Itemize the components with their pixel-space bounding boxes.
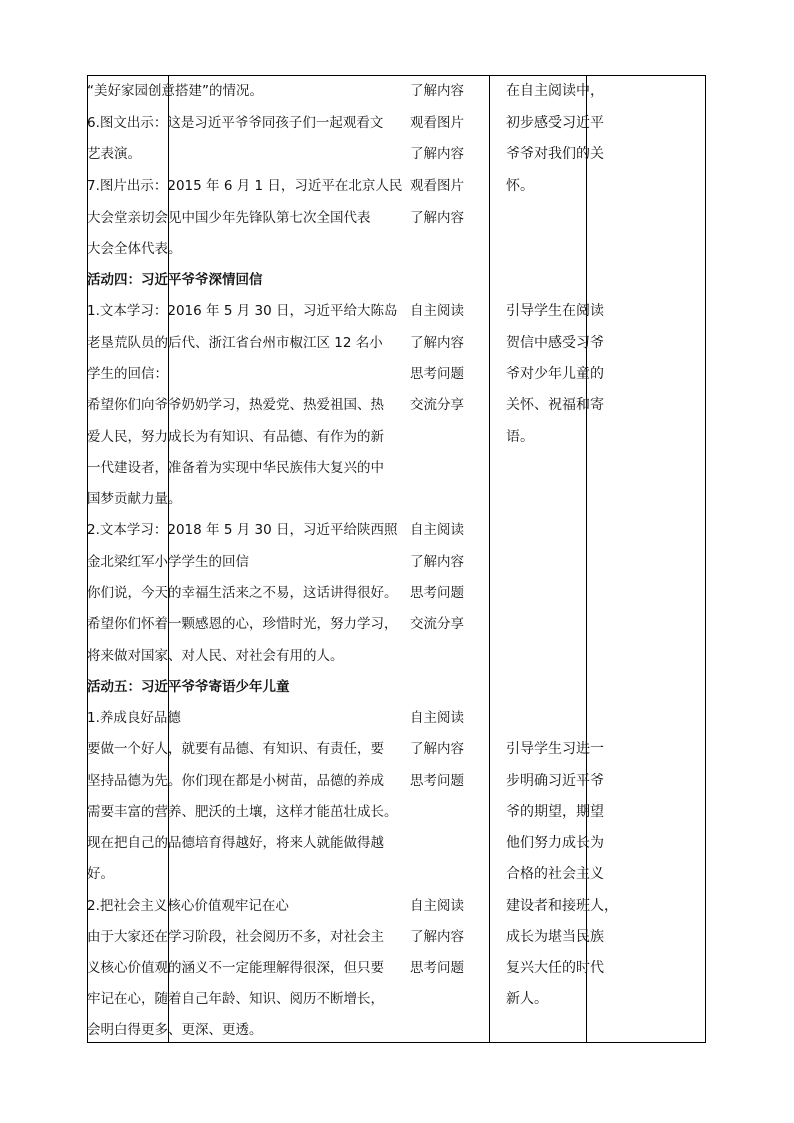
content-line: 学生的回信： (87, 366, 168, 382)
content-line: 将来做对国家、对人民、对社会有用的人。 (87, 648, 344, 664)
content-line: 1.养成良好品德 (87, 710, 181, 726)
content-line: 希望你们怀着一颗感恩的心，珍惜时光，努力学习， (87, 616, 398, 632)
intent-line: 引导学生习进一 (506, 741, 604, 757)
intent-line: 建设者和接班人， (506, 898, 618, 914)
intent-line: 贺信中感受习爷 (506, 335, 604, 351)
content-line: 1.文本学习：2016 年 5 月 30 日，习近平给大陈岛 (87, 303, 398, 319)
activity-line: 思考问题 (410, 960, 464, 976)
content-line: 7.图片出示：2015 年 6 月 1 日，习近平在北京人民 (87, 178, 403, 194)
intent-line: 复兴大任的时代 (506, 960, 604, 976)
content-line: 牢记在心，随着自己年龄、知识、阅历不断增长， (87, 991, 384, 1007)
activity-line: 了解内容 (410, 335, 464, 351)
activity-line: 思考问题 (410, 585, 464, 601)
activity-line: 观看图片 (410, 178, 464, 194)
content-line: 好。 (87, 866, 114, 882)
content-line: 大会堂亲切会见中国少年先锋队第七次全国代表 (87, 210, 371, 226)
content-line: 要做一个好人，就要有品德、有知识、有责任，要 (87, 741, 384, 757)
intent-line: 成长为堪当民族 (506, 929, 604, 945)
content-line: 坚持品德为先。你们现在都是小树苗，品德的养成 (87, 773, 384, 789)
content-line: 2.文本学习：2018 年 5 月 30 日，习近平给陕西照 (87, 522, 398, 538)
content-line: 义核心价值观的涵义不一定能理解得很深，但只要 (87, 960, 384, 976)
intent-line: 爷的期望，期望 (506, 804, 604, 820)
intent-line: 关怀、祝福和寄 (506, 397, 604, 413)
content-line: 一代建设者，准备着为实现中华民族伟大复兴的中 (87, 460, 384, 476)
intent-line: 新人。 (506, 991, 548, 1007)
intent-line: 语。 (506, 429, 534, 445)
content-line: 金北梁红军小学学生的回信 (87, 554, 249, 570)
intent-line: 引导学生在阅读 (506, 303, 604, 319)
intent-line: 怀。 (506, 178, 534, 194)
intent-line: 在自主阅读中， (506, 83, 604, 99)
activity-line: 自主阅读 (410, 898, 464, 914)
intent-line: 爷爷对我们的关 (506, 146, 604, 162)
activity-line: 交流分享 (410, 616, 464, 632)
activity-line: 自主阅读 (410, 522, 464, 538)
content-line: 希望你们向爷爷奶奶学习，热爱党、热爱祖国、热 (87, 397, 384, 413)
activity-line: 了解内容 (410, 741, 464, 757)
content-line: 爱人民，努力成长为有知识、有品德、有作为的新 (87, 429, 384, 445)
content-line: 艺表演。 (87, 146, 141, 162)
activity-line: 了解内容 (410, 83, 464, 99)
content-line: 老垦荒队员的后代、浙江省台州市椒江区 12 名小 (87, 335, 383, 351)
content-line: 国梦贡献力量。 (87, 491, 182, 507)
column-divider-2 (489, 76, 490, 1042)
activity-heading: 活动四：习近平爷爷深情回信 (87, 272, 263, 288)
activity-line: 自主阅读 (410, 710, 464, 726)
activity-line: 思考问题 (410, 773, 464, 789)
content-line: 大会全体代表。 (87, 241, 182, 257)
intent-line: 爷对少年儿童的 (506, 366, 604, 382)
content-line: 由于大家还在学习阶段，社会阅历不多，对社会主 (87, 929, 384, 945)
activity-line: 了解内容 (410, 554, 464, 570)
intent-line: 步明确习近平爷 (506, 773, 604, 789)
activity-line: 观看图片 (410, 115, 464, 131)
activity-line: 自主阅读 (410, 303, 464, 319)
content-line: 需要丰富的营养、肥沃的土壤，这样才能茁壮成长。 (87, 804, 398, 820)
activity-line: 思考问题 (410, 366, 464, 382)
activity-heading: 活动五：习近平爷爷寄语少年儿童 (87, 679, 290, 695)
content-line: 你们说，今天的幸福生活来之不易，这话讲得很好。 (87, 585, 398, 601)
content-line: “美好家园创意搭建”的情况。 (87, 83, 263, 99)
content-line: 2.把社会主义核心价值观牢记在心 (87, 898, 289, 914)
activity-line: 了解内容 (410, 210, 464, 226)
intent-line: 初步感受习近平 (506, 115, 604, 131)
content-line: 会明白得更多、更深、更透。 (87, 1022, 263, 1038)
content-line: 现在把自己的品德培育得越好，将来人就能做得越 (87, 835, 384, 851)
activity-line: 交流分享 (410, 397, 464, 413)
activity-line: 了解内容 (410, 146, 464, 162)
intent-line: 他们努力成长为 (506, 835, 604, 851)
activity-line: 了解内容 (410, 929, 464, 945)
content-line: 6.图文出示：这是习近平爷爷同孩子们一起观看文 (87, 115, 384, 131)
intent-line: 合格的社会主义 (506, 866, 604, 882)
